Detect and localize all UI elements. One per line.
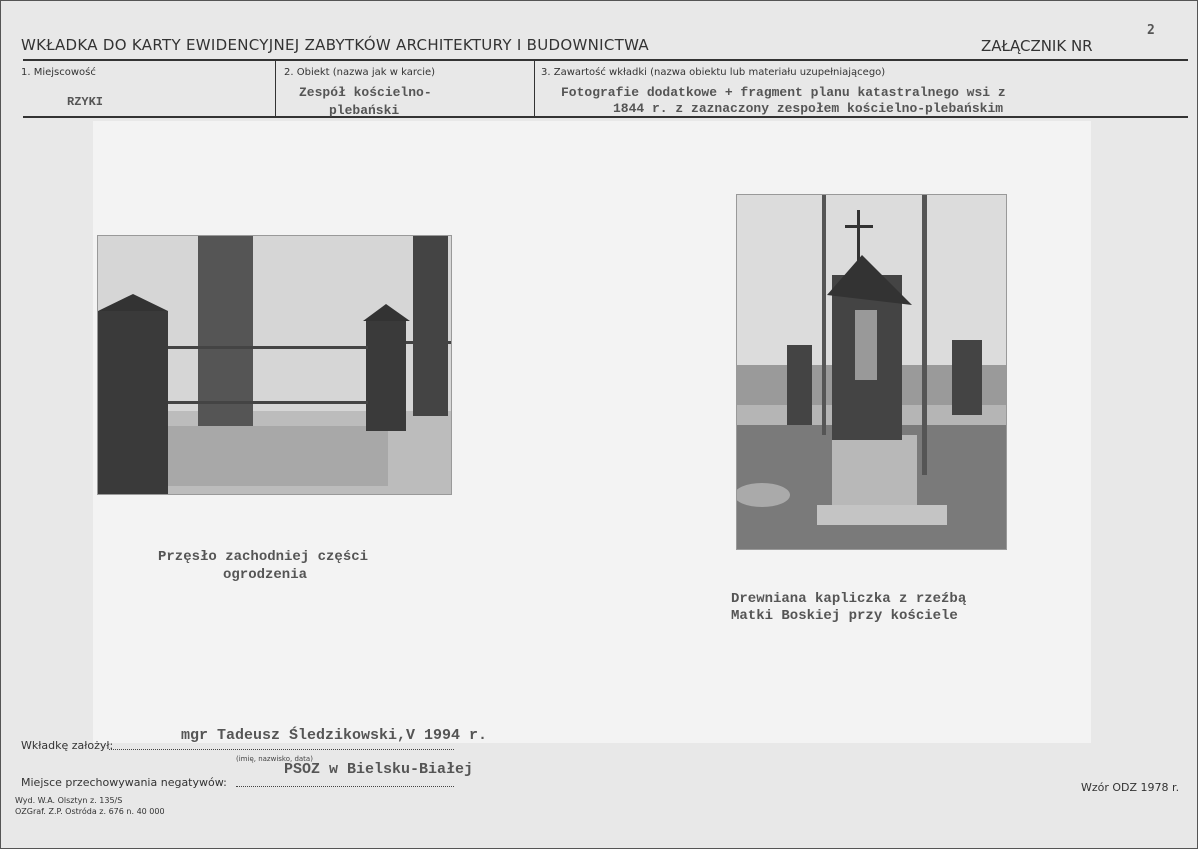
photo-caption: Przęsło zachodniej części bbox=[158, 549, 369, 565]
negatives-value: PSOZ w Bielsku-Białej bbox=[284, 761, 474, 778]
photo-caption: Drewniana kapliczka z rzeźbą bbox=[731, 591, 967, 607]
content-value: Fotografie dodatkowe + fragment planu katastralnego wsi z bbox=[561, 85, 1006, 100]
author-value: mgr Tadeusz Śledzikowski,V 1994 r. bbox=[181, 727, 488, 744]
object-label: 2. Obiekt (nazwa jak w karcie) bbox=[284, 67, 436, 78]
content-label: 3. Zawartość wkładki (nazwa obiektu lub materiału uzupełniającego) bbox=[541, 67, 886, 78]
photo-fence bbox=[97, 235, 452, 495]
divider bbox=[23, 59, 1188, 61]
photo-shrine bbox=[736, 194, 1007, 550]
author-line bbox=[109, 749, 454, 750]
form-version: Wzór ODZ 1978 r. bbox=[1081, 781, 1180, 794]
photo-caption-cont: ogrodzenia bbox=[223, 567, 308, 583]
author-hint: (imię, nazwisko, data) bbox=[236, 755, 313, 763]
object-value: Zespół kościelno- bbox=[299, 85, 432, 100]
divider bbox=[23, 116, 1188, 118]
place-label: 1. Miejscowość bbox=[21, 67, 96, 78]
attachment-number: 2 bbox=[1147, 23, 1155, 38]
divider bbox=[275, 61, 276, 117]
photo-caption-cont: Matki Boskiej przy kościele bbox=[731, 608, 958, 624]
object-value-cont: plebański bbox=[329, 103, 400, 118]
print-info: Wyd. W.A. Olsztyn z. 135/S bbox=[15, 796, 123, 805]
place-value: RZYKI bbox=[67, 95, 104, 109]
divider bbox=[534, 61, 535, 117]
attachment-label: ZAŁĄCZNIK NR bbox=[981, 37, 1093, 55]
content-value-cont: 1844 r. z zaznaczony zespołem kościelno-plebańskim bbox=[613, 101, 1004, 116]
negatives-label: Miejsce przechowywania negatywów: bbox=[21, 776, 227, 789]
negatives-line bbox=[236, 786, 454, 787]
form-title: WKŁADKA DO KARTY EWIDENCYJNEJ ZABYTKÓW ARCHITEKTURY I BUDOWNICTWA bbox=[21, 36, 649, 54]
author-label: Wkładkę założył: bbox=[21, 739, 114, 752]
print-info-cont: OZGraf. Z.P. Ostróda z. 676 n. 40 000 bbox=[15, 807, 165, 816]
